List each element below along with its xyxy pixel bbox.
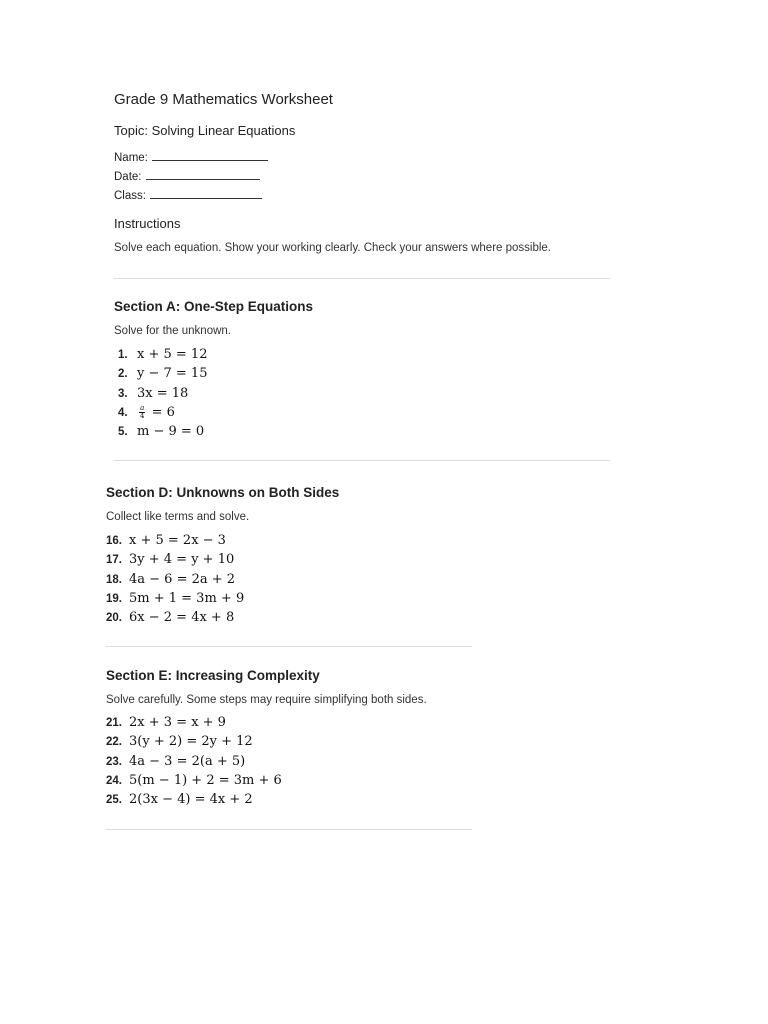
question-number: 24. <box>106 774 122 787</box>
question-number: 3. <box>118 387 128 400</box>
equation: 4a − 3 = 2(a + 5) <box>129 753 246 769</box>
question-item <box>106 770 282 789</box>
question-item <box>106 588 244 607</box>
fraction-denominator: 4 <box>140 411 145 420</box>
question-item <box>118 363 207 382</box>
question-number: 21. <box>106 717 122 729</box>
equation: 5m + 1 = 3m + 9 <box>129 590 245 606</box>
equation: 6x − 2 = 4x + 8 <box>129 610 235 626</box>
equation: 3x = 18 <box>137 385 189 401</box>
question-item <box>106 712 282 731</box>
equation: x + 5 = 12 <box>137 347 208 362</box>
question-item <box>106 549 244 568</box>
equation: 5(m − 1) + 2 = 3m + 6 <box>129 772 282 788</box>
equation: 4a − 6 = 2a + 2 <box>129 571 236 587</box>
equation: 3(y + 2) = 2y + 12 <box>129 734 253 750</box>
date-field <box>114 168 260 183</box>
name-blank-line <box>152 149 268 161</box>
section-a-questions <box>118 344 207 440</box>
question-number: 19. <box>106 592 122 605</box>
equation: m − 9 = 0 <box>137 424 205 440</box>
question-number: 1. <box>118 349 128 361</box>
section-a-description: Solve for the unknown. <box>114 325 231 337</box>
question-number: 4. <box>118 406 128 419</box>
question-item <box>118 344 207 363</box>
question-number: 17. <box>106 554 122 567</box>
class-field-label: Class: <box>114 190 146 202</box>
question-item <box>106 789 282 808</box>
question-number: 20. <box>106 612 122 625</box>
equation: y − 7 = 15 <box>137 366 208 382</box>
fraction <box>139 405 145 420</box>
class-blank-line <box>150 187 262 199</box>
question-item <box>118 421 207 440</box>
name-field <box>114 149 268 164</box>
section-e-questions <box>106 712 282 808</box>
instructions-heading: Instructions <box>114 216 181 231</box>
question-number: 22. <box>106 736 122 749</box>
equation: 2(3x − 4) = 4x + 2 <box>129 792 253 808</box>
divider <box>106 646 472 647</box>
name-field-label: Name: <box>114 152 148 164</box>
equation-fraction <box>137 403 175 422</box>
question-item <box>118 383 207 402</box>
date-field-label: Date: <box>114 171 142 183</box>
question-number: 5. <box>118 426 128 439</box>
question-number: 25. <box>106 794 122 807</box>
section-d-questions <box>106 530 244 626</box>
instructions-text: Solve each equation. Show your working clearly. Check your answers where possible. <box>114 242 552 254</box>
question-item <box>106 569 244 588</box>
class-field <box>114 187 262 202</box>
question-number: 16. <box>106 535 122 547</box>
divider <box>114 278 610 279</box>
divider <box>106 829 472 830</box>
question-number: 18. <box>106 573 122 586</box>
question-item <box>106 731 282 750</box>
equation: = 6 <box>151 404 175 420</box>
question-number: 23. <box>106 755 122 768</box>
page-title: Grade 9 Mathematics Worksheet <box>114 91 333 108</box>
section-e-heading: Section E: Increasing Complexity <box>106 668 320 683</box>
divider <box>114 460 610 461</box>
equation: 2x + 3 = x + 9 <box>129 715 226 730</box>
question-item <box>106 607 244 626</box>
date-blank-line <box>146 168 260 180</box>
section-a-heading: Section A: One-Step Equations <box>114 299 314 314</box>
question-item <box>106 530 244 549</box>
question-number: 2. <box>118 368 128 381</box>
question-item <box>106 751 282 770</box>
topic-heading: Topic: Solving Linear Equations <box>114 123 296 138</box>
fraction-numerator: a <box>140 403 145 412</box>
question-item <box>118 402 207 421</box>
section-e-description: Solve carefully. Some steps may require simplifying both sides. <box>106 694 427 706</box>
equation: 3y + 4 = y + 10 <box>129 552 235 568</box>
section-d-description: Collect like terms and solve. <box>106 511 250 523</box>
section-d-heading: Section D: Unknowns on Both Sides <box>106 485 340 500</box>
equation: x + 5 = 2x − 3 <box>129 533 226 548</box>
